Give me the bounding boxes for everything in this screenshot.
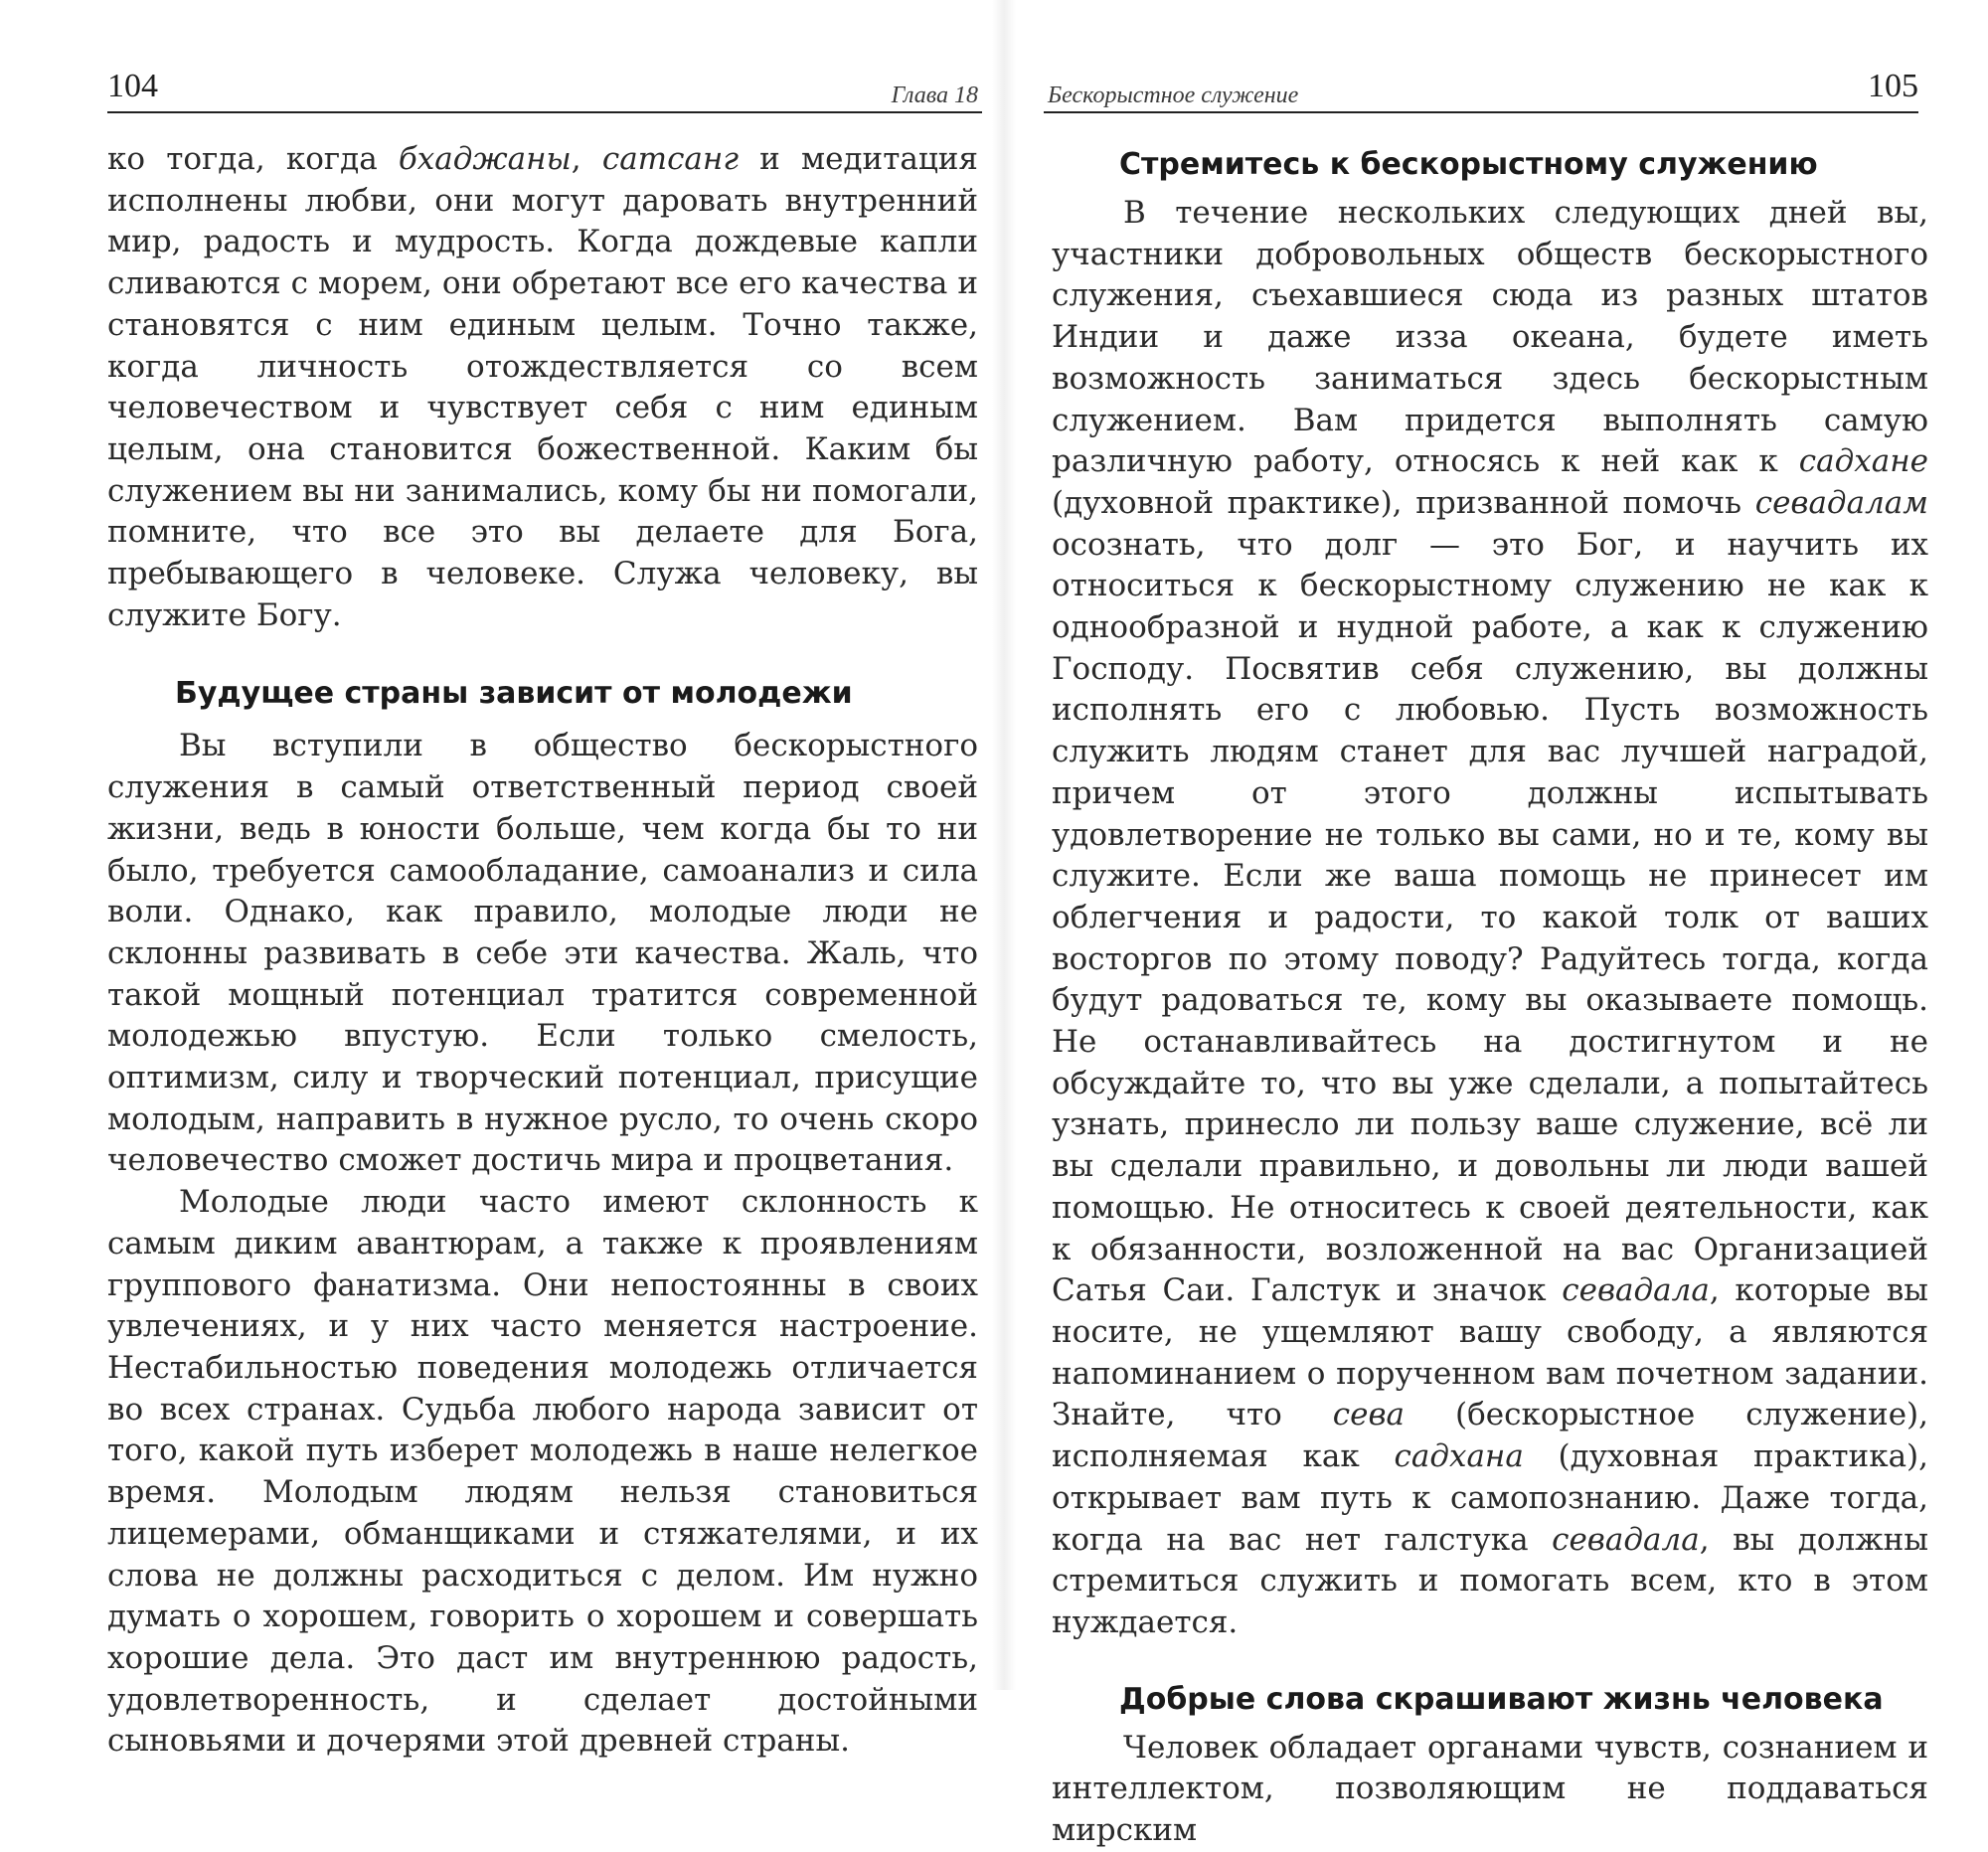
left-text-column xyxy=(107,139,978,1763)
italic-term: сева xyxy=(1332,1397,1406,1433)
italic-term: севадалам xyxy=(1754,484,1928,521)
chapter-title: Глава 18 xyxy=(891,83,978,108)
left-running-head xyxy=(107,66,982,113)
italic-term: садхане xyxy=(1798,443,1928,480)
italic-term: сатсанг xyxy=(601,141,739,177)
italic-term: садхана xyxy=(1394,1438,1524,1475)
section-heading: Добрые слова скрашивают жизнь человека xyxy=(1119,1681,1884,1717)
paragraph: В течение нескольких следующих дней вы, участники добровольных обществ бескорыстного служения, съехавшиеся сюда из разных штатов Индии и даже изза океана, будете иметь возможность заниматься здесь бескорыстным служением. Вам придется выполнять самую различную работу, относясь к ней как к садхане (духовной практике), призванной помочь севадалам осознать, что долг — это Бог, и научить их относиться к бескорыстному служению не как к однообразной и нудной работе, а как к служению Господу. Посвятив себя служению, вы должны исполнять его с любовью. Пусть возможность служить людям станет для вас лучшей наградой, причем от этого должны испытывать удовлетворение не только вы сами, но и те, кому вы служите. Если же ваша помощь не принесет им облегчения и радости, то какой толк от ваших восторгов по этому поводу? Радуйтесь тогда, когда будут радоваться те, кому вы оказываете помощь. Не останавливайтесь на достигнутом и не обсуждайте то, что вы уже сделали, а попытайтесь узнать, принесло ли пользу ваше служение, всё ли вы сделали правильно, и довольны ли люди вашей помощью. Не относитесь к своей деятельности, как к обязанности, возложенной на вас Организацией Сатья Саи. Галстук и значок севадала, которые вы носите, не ущемляют вашу свободу, а являются напоминанием о порученном вам почетном задании. Знайте, что сева (бескорыстное служение), исполняемая как садхана (духовная практика), открывает вам путь к самопознанию. Даже тогда, когда на вас нет галстука севадала, вы должны стремиться служить и помогать всем, кто в этом нуждается. xyxy=(1052,195,1929,1640)
right-running-head xyxy=(1044,66,1918,113)
italic-term: севадала xyxy=(1552,1521,1700,1558)
page-number: 105 xyxy=(1868,68,1918,104)
page-number: 104 xyxy=(107,68,158,104)
right-text-column xyxy=(1052,139,1928,1852)
section-running-title: Бескорыстное служение xyxy=(1048,83,1299,108)
section-heading: Будущее страны зависит от молодежи xyxy=(175,676,853,712)
italic-term: бхаджаны xyxy=(398,141,572,177)
left-page xyxy=(0,0,1004,1760)
header-rule xyxy=(107,111,982,113)
paragraph: Молодые люди часто имеют склонность к самым диким авантюрам, а также к проявлениям группового фанатизма. Они непостоянны в своих увлечениях, и у них часто меняется настроение. Нестабильностью поведения молодежь отличается во всех странах. Судьба любого народа зависит от того, какой путь изберет молодежь в наше нелегкое время. Молодым людям нельзя становиться лицемерами, обманщиками и стяжателями, и их слова не должны расходиться с делом. Им нужно думать о хорошем, говорить о хорошем и совершать хорошие дела. Это даст им внутреннюю радость, удовлетворенность, и сделает достойными сыновьями и дочерями этой древней страны. xyxy=(107,1184,978,1760)
italic-term: севадала xyxy=(1562,1272,1710,1309)
paragraph: Вы вступили в общество бескорыстного служения в самый ответственный период своей жизни, ведь в юности больше, чем когда бы то ни было, требуется самообладание, самоанализ и сила воли. Однако, как правило, молодые люди не склонны развивать в себе эти качества. Жаль, что такой мощный потенциал тратится современной молодежью впустую. Если только смелость, оптимизм, силу и творческий потенциал, присущие молодым, направить в нужное русло, то очень скоро человечество сможет достичь мира и процветания. xyxy=(107,728,978,1179)
paragraph: ко тогда, когда бхаджаны, сатсанг и медитация исполнены любви, они могут даровать внутренний мир, радость и мудрость. Когда дождевые капли сливаются с морем, они обретают все его качества и становятся с ним единым целым. Точно также, когда личность отождествляется со всем человечеством и чувствует себя с ним единым целым, она становится божественной. Каким бы служением вы ни занимались, кому бы ни помогали, помните, что все это вы делаете для Бога, пребывающего в человеке. Служа человеку, вы служите Богу. xyxy=(107,141,978,633)
paragraph: Человек обладает органами чувств, сознанием и интеллектом, позволяющим не поддаваться мирским xyxy=(1052,1729,1928,1849)
right-page xyxy=(1004,0,1988,1849)
section-heading: Стремитесь к бескорыстному служению xyxy=(1119,147,1818,182)
header-rule xyxy=(1044,111,1918,113)
